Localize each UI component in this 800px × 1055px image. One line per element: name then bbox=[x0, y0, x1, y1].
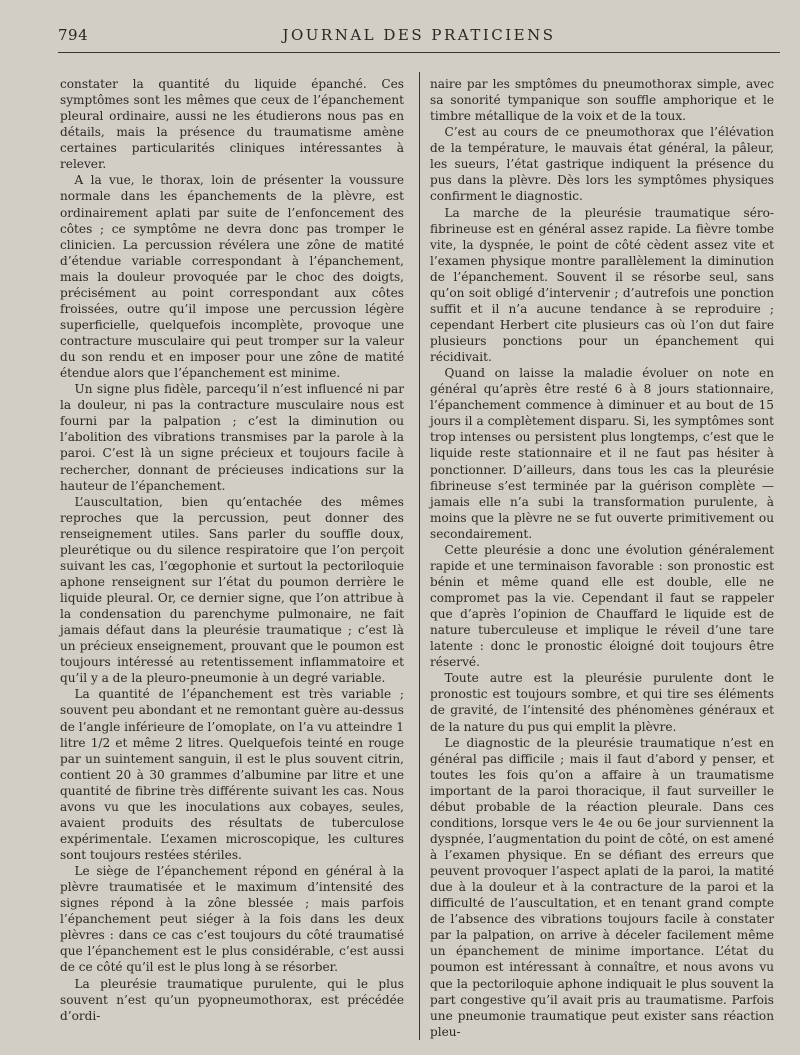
header-rule bbox=[58, 52, 780, 53]
paragraph: C’est au cours de ce pneumothorax que l’élévation de la température, le mauvais état général, la pâleur, les sueurs, l’état gastrique indiquent la présence du pus dans la plèvre. Dès lors les symptômes physiques confirment le diagnostic. bbox=[430, 125, 774, 204]
paragraph: L’auscultation, bien qu’entachée des mêmes reproches que la percussion, peut donner des renseignement utiles. Sans parler du souffle doux, pleurétique ou du silence respiratoire que l’on perçoit suivant les cas, l’œgophonie et surtout la pectoriloquie aphone renseignent sur l’état du poumon derrière le liquide pleural. Or, ce dernier signe, que l’on attribue à la condensation du parenchyme pulmonaire, ne fait jamais défaut dans la pleurésie traumatique ; c’est là un précieux enseignement, prouvant que le poumon est toujours intéressé au retentissement inflammatoire et qu’il y a de la pleuro-pneumonie à un degré variable. bbox=[60, 494, 404, 686]
running-title: JOURNAL DES PRATICIENS bbox=[282, 26, 556, 44]
paragraph: La pleurésie traumatique purulente, qui le plus souvent n’est qu’un pyopneumothorax, est précédée d’ordi- bbox=[60, 976, 404, 1023]
paragraph: Toute autre est la pleurésie purulente dont le pronostic est toujours sombre, et qui tire ses éléments de gravité, de l’intensité des phénomènes généraux et de la nature du pus qui emplit la plèvre. bbox=[430, 671, 774, 734]
paragraph: Le diagnostic de la pleurésie traumatique n’est en général pas difficile ; mais il faut d’abord y penser, et toutes les fois qu’on a affaire à un traumatisme important de la paroi thoracique, il faut surveiller le début probable de la réaction pleurale. Dans ces conditions, lorsque vers le 4e ou 6e jour surviennent la dyspnée, l’augmentation du point de côté, on est amené à l’examen physique. En se défiant des erreurs que peuvent provoquer l’aspect aplati de la paroi, la matité due à la douleur et à la contracture de la paroi et la difficulté de l’auscultation, et en tenant grand compte de l’absence des vibrations toujours facile à constater par la palpation, on arrive à déceler facilement même un épanchement de minime importance. L’état du poumon est intéressant à connaître, et nous avons vu que la pectoriloquie aphone indiquait le plus souvent la part congestive qu’il avait pris au traumatisme. Parfois une pneumonie traumatique peut exister sans réaction pleu- bbox=[430, 735, 774, 1039]
paragraph: Cette pleurésie a donc une évolution généralement rapide et une terminaison favorable : son pronostic est bénin et même quand elle est double, elle ne compromet pas la vie. Cependant il faut se rappeler que d’après l’opinion de Chauffard le liquide est de nature tuberculeuse et implique le réveil d’une tare latente : donc le pronostic éloigné doit toujours être réservé. bbox=[430, 542, 774, 670]
paragraph: naire par les smptômes du pneumothorax simple, avec sa sonorité tympanique son souffle amphorique et le timbre métallique de la voix et de la toux. bbox=[430, 77, 774, 124]
column-divider bbox=[419, 72, 420, 1040]
paragraph: A la vue, le thorax, loin de présenter la voussure normale dans les épanchements de la plèvre, est ordinairement aplati par suite de l’enfoncement des côtes ; ce symptôme ne devra donc pas tromper le clinicien. La percussion révélera une zône de matité d’étendue variable correspondant à l’épanchement, mais la douleur provoquée par le choc des doigts, précisément au point correspondant aux côtes froissées, outre qu’il impose une percussion légère superficielle, quelquefois incomplète, provoque une contracture musculaire qui peut tromper sur la valeur du son rendu et en imposer pour une zône de matité étendue alors que l’épanchement est minime. bbox=[60, 173, 404, 381]
left-column bbox=[60, 76, 404, 1024]
paragraph: Le siège de l’épanchement répond en général à la plèvre traumatisée et le maximum d’intensité des signes répond à la zône blessée ; mais parfois l’épanchement peut siéger à la fois dans les deux plèvres : dans ce cas c’est toujours du côté traumatisé que l’épanchement est le plus considérable, c’est aussi de ce côté qu’il est le plus long à se résorber. bbox=[60, 864, 404, 975]
right-column bbox=[430, 76, 774, 1040]
paragraph: La quantité de l’épanchement est très variable ; souvent peu abondant et ne remontant guère au-dessus de l’angle inférieure de l’omoplate, on l’a vu atteindre 1 litre 1/2 et même 2 litres. Quelquefois teinté en rouge par un suintement sanguin, il est le plus souvent citrin, contient 20 à 30 grammes d’albumine par litre et une quantité de fibrine très différente suivant les cas. Nous avons vu que les inoculations aux cobayes, seules, avaient produits des résultats de tuberculose expérimentale. L’examen microscopique, les cultures sont toujours restées stériles. bbox=[60, 687, 404, 862]
paragraph: Quand on laisse la maladie évoluer on note en général qu’après être resté 6 à 8 jours stationnaire, l’épanchement commence à diminuer et au bout de 15 jours il a complètement disparu. Si, les symptômes sont trop intenses ou persistent plus longtemps, c’est que le liquide reste stationnaire et il ne faut pas hésiter à ponctionner. D’ailleurs, dans tous les cas la pleurésie fibrineuse s’est terminée par la guérison complète — jamais elle n’a subi la transformation purulente, à moins que la plèvre ne se fut ouverte primitivement ou secondairement. bbox=[430, 366, 774, 541]
paragraph: La marche de la pleurésie traumatique séro-fibrineuse est en général assez rapide. La fièvre tombe vite, la dyspnée, le point de côté cèdent assez vite et l’examen physique montre parallèlement la diminution de l’épanchement. Souvent il se résorbe seul, sans qu’on soit obligé d’intervenir ; d’autrefois une ponction suffit et il n’a aucune tendance à se reproduire ; cependant Herbert cite plusieurs cas où l’on dut faire plusieurs ponctions pour un épanchement qui récidivait. bbox=[430, 205, 774, 365]
paragraph: constater la quantité du liquide épanché. Ces symptômes sont les mêmes que ceux de l’épanchement pleural ordinaire, aussi ne les étudierons nous pas en détails, mais la présence du traumatisme amène certaines particularités cliniques intéressantes à relever. bbox=[60, 77, 404, 172]
page-header bbox=[58, 22, 780, 50]
page-number: 794 bbox=[58, 26, 89, 44]
paragraph: Un signe plus fidèle, parcequ’il n’est influencé ni par la douleur, ni pas la contracture musculaire nous est fourni par la palpation ; c’est la diminution ou l’abolition des vibrations transmises par la parole à la paroi. C’est là un signe précieux et toujours facile à rechercher, donnant de précieuses indications sur la hauteur de l’épanchement. bbox=[60, 382, 404, 493]
